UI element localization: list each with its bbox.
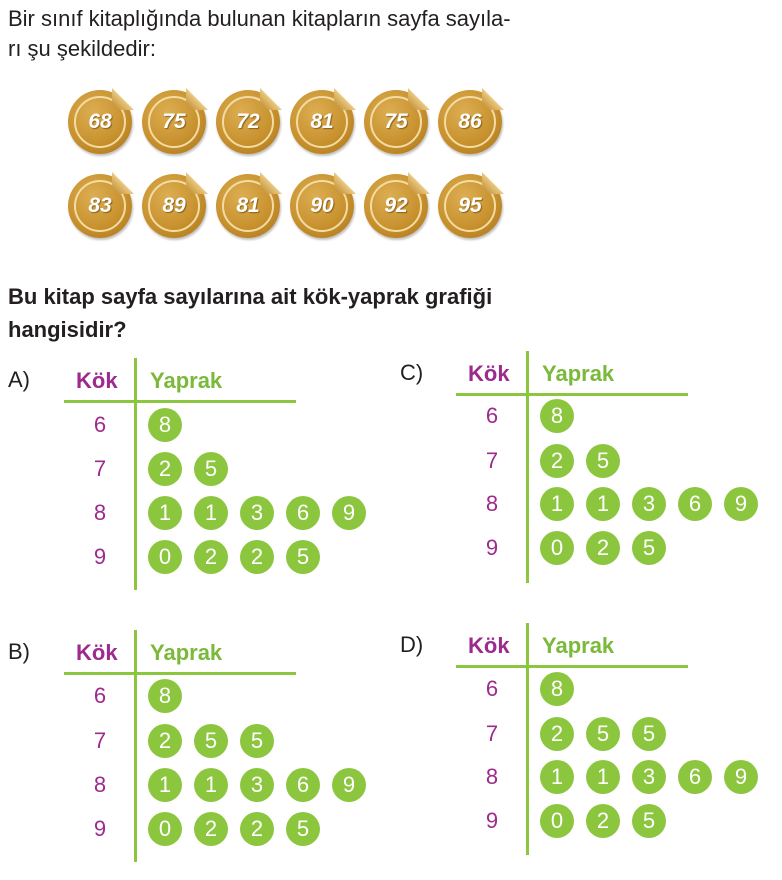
stem-value: 6 bbox=[93, 412, 107, 437]
leaf-circle: 3 bbox=[240, 768, 274, 802]
leaf-circle: 1 bbox=[586, 760, 620, 794]
stem-leaf-plot bbox=[64, 640, 354, 870]
question-line-2: hangisidir? bbox=[8, 317, 127, 342]
coin-badge bbox=[142, 174, 206, 238]
question-line-1: Bu kitap sayfa sayılarına ait kök-yaprak grafiği bbox=[8, 284, 493, 309]
option-c[interactable] bbox=[400, 360, 748, 601]
coin-badge bbox=[290, 174, 354, 238]
header-divider bbox=[456, 393, 688, 396]
plot-row bbox=[64, 540, 354, 574]
leaf-circle: 9 bbox=[724, 760, 758, 794]
leaf-header: Yaprak bbox=[150, 640, 223, 665]
stem-value: 7 bbox=[93, 456, 107, 481]
stem-leaf-plot bbox=[64, 368, 354, 598]
stem-value: 6 bbox=[485, 403, 499, 428]
leaf-circle: 5 bbox=[632, 531, 666, 565]
coin-badge bbox=[68, 174, 132, 238]
coin-badge bbox=[142, 90, 206, 154]
leaf-circle: 1 bbox=[148, 496, 182, 530]
stem-value: 8 bbox=[93, 500, 107, 525]
coin-badge bbox=[364, 90, 428, 154]
plot-row bbox=[64, 679, 354, 713]
leaf-circle: 1 bbox=[586, 487, 620, 521]
coin-badge bbox=[364, 174, 428, 238]
leaf-circle: 2 bbox=[540, 444, 574, 478]
stem-header: Kök bbox=[76, 640, 118, 665]
leaf-circle: 1 bbox=[194, 768, 228, 802]
leaf-circle: 2 bbox=[240, 812, 274, 846]
leaf-circle: 2 bbox=[148, 724, 182, 758]
stem-value: 8 bbox=[485, 764, 499, 789]
plot-row bbox=[64, 496, 354, 530]
stem-value: 7 bbox=[485, 721, 499, 746]
intro-text bbox=[8, 4, 598, 64]
stem-value: 7 bbox=[485, 448, 499, 473]
coin-badge bbox=[68, 90, 132, 154]
plot-row bbox=[456, 444, 746, 478]
leaf-header: Yaprak bbox=[542, 361, 615, 386]
leaf-circle: 2 bbox=[194, 540, 228, 574]
option-letter: C) bbox=[400, 360, 424, 385]
leaf-circle: 2 bbox=[194, 812, 228, 846]
stem-header: Kök bbox=[468, 361, 510, 386]
leaf-circle: 9 bbox=[724, 487, 758, 521]
leaf-circle: 2 bbox=[148, 452, 182, 486]
leaf-circle: 8 bbox=[540, 672, 574, 706]
option-letter: D) bbox=[400, 632, 424, 657]
leaf-circle: 1 bbox=[148, 768, 182, 802]
leaf-circle: 0 bbox=[540, 804, 574, 838]
leaf-header: Yaprak bbox=[542, 633, 615, 658]
leaf-header: Yaprak bbox=[150, 368, 223, 393]
coin-badge bbox=[216, 90, 280, 154]
coin-value: 75 bbox=[384, 110, 408, 133]
stem-header: Kök bbox=[76, 368, 118, 393]
plot-row bbox=[456, 672, 746, 706]
leaf-circle: 2 bbox=[586, 804, 620, 838]
stem-value: 7 bbox=[93, 728, 107, 753]
coin-value: 92 bbox=[384, 194, 408, 217]
question-text bbox=[8, 280, 598, 346]
plot-row bbox=[64, 724, 354, 758]
leaf-circle: 5 bbox=[194, 724, 228, 758]
plot-row bbox=[456, 399, 746, 433]
intro-line-2: rı şu şekildedir: bbox=[8, 36, 156, 61]
intro-line-1: Bir sınıf kitaplığında bulunan kitapların sayfa sayıla- bbox=[8, 6, 511, 31]
plot-row bbox=[456, 760, 746, 794]
stem-value: 9 bbox=[93, 816, 107, 841]
plot-row bbox=[456, 804, 746, 838]
plot-row bbox=[456, 487, 746, 521]
stem-value: 9 bbox=[485, 808, 499, 833]
coin-value: 83 bbox=[88, 194, 112, 217]
leaf-circle: 2 bbox=[586, 531, 620, 565]
stem-leaf-plot bbox=[456, 633, 746, 863]
leaf-circle: 1 bbox=[540, 487, 574, 521]
stem-value: 9 bbox=[485, 535, 499, 560]
plot-row bbox=[64, 812, 354, 846]
stem-value: 8 bbox=[485, 491, 499, 516]
coin-value: 86 bbox=[458, 110, 482, 133]
coin-value: 81 bbox=[236, 194, 260, 217]
option-letter: B) bbox=[8, 639, 30, 664]
stem-value: 8 bbox=[93, 772, 107, 797]
leaf-circle: 3 bbox=[240, 496, 274, 530]
leaf-circle: 8 bbox=[540, 399, 574, 433]
leaf-circle: 8 bbox=[148, 679, 182, 713]
leaf-circle: 6 bbox=[286, 496, 320, 530]
leaf-circle: 8 bbox=[148, 408, 182, 442]
header-divider bbox=[64, 672, 296, 675]
leaf-circle: 6 bbox=[286, 768, 320, 802]
leaf-circle: 9 bbox=[332, 768, 366, 802]
option-d[interactable] bbox=[400, 632, 748, 873]
leaf-circle: 0 bbox=[148, 540, 182, 574]
plot-row bbox=[456, 531, 746, 565]
leaf-circle: 5 bbox=[194, 452, 228, 486]
leaf-circle: 2 bbox=[240, 540, 274, 574]
stem-value: 6 bbox=[485, 676, 499, 701]
leaf-circle: 1 bbox=[540, 760, 574, 794]
leaf-circle: 5 bbox=[286, 540, 320, 574]
option-a[interactable] bbox=[8, 367, 356, 608]
option-letter: A) bbox=[8, 367, 30, 392]
coin-value: 68 bbox=[88, 110, 112, 133]
leaf-circle: 3 bbox=[632, 487, 666, 521]
coin-value: 75 bbox=[162, 110, 186, 133]
plot-row bbox=[456, 717, 746, 751]
coin-value: 81 bbox=[310, 110, 334, 133]
leaf-circle: 5 bbox=[586, 717, 620, 751]
leaf-circle: 5 bbox=[632, 804, 666, 838]
coin-value: 95 bbox=[458, 194, 482, 217]
plot-row bbox=[64, 408, 354, 442]
leaf-circle: 5 bbox=[586, 444, 620, 478]
stem-value: 9 bbox=[93, 544, 107, 569]
coin-badge bbox=[290, 90, 354, 154]
leaf-circle: 5 bbox=[240, 724, 274, 758]
leaf-circle: 6 bbox=[678, 760, 712, 794]
leaf-circle: 0 bbox=[148, 812, 182, 846]
leaf-circle: 9 bbox=[332, 496, 366, 530]
coin-badge bbox=[438, 174, 502, 238]
plot-row bbox=[64, 768, 354, 802]
coin-badge bbox=[216, 174, 280, 238]
leaf-circle: 5 bbox=[286, 812, 320, 846]
header-divider bbox=[456, 665, 688, 668]
coin-row-2 bbox=[68, 174, 528, 244]
leaf-circle: 6 bbox=[678, 487, 712, 521]
option-b[interactable] bbox=[8, 639, 356, 880]
leaf-circle: 3 bbox=[632, 760, 666, 794]
coin-row-1 bbox=[68, 90, 528, 160]
leaf-circle: 2 bbox=[540, 717, 574, 751]
stem-leaf-plot bbox=[456, 361, 746, 591]
stem-value: 6 bbox=[93, 683, 107, 708]
leaf-circle: 0 bbox=[540, 531, 574, 565]
leaf-circle: 1 bbox=[194, 496, 228, 530]
header-divider bbox=[64, 400, 296, 403]
coin-value: 72 bbox=[236, 110, 260, 133]
coin-badge bbox=[438, 90, 502, 154]
coin-value: 89 bbox=[162, 194, 186, 217]
stem-header: Kök bbox=[468, 633, 510, 658]
plot-row bbox=[64, 452, 354, 486]
leaf-circle: 5 bbox=[632, 717, 666, 751]
coin-value: 90 bbox=[310, 194, 334, 217]
